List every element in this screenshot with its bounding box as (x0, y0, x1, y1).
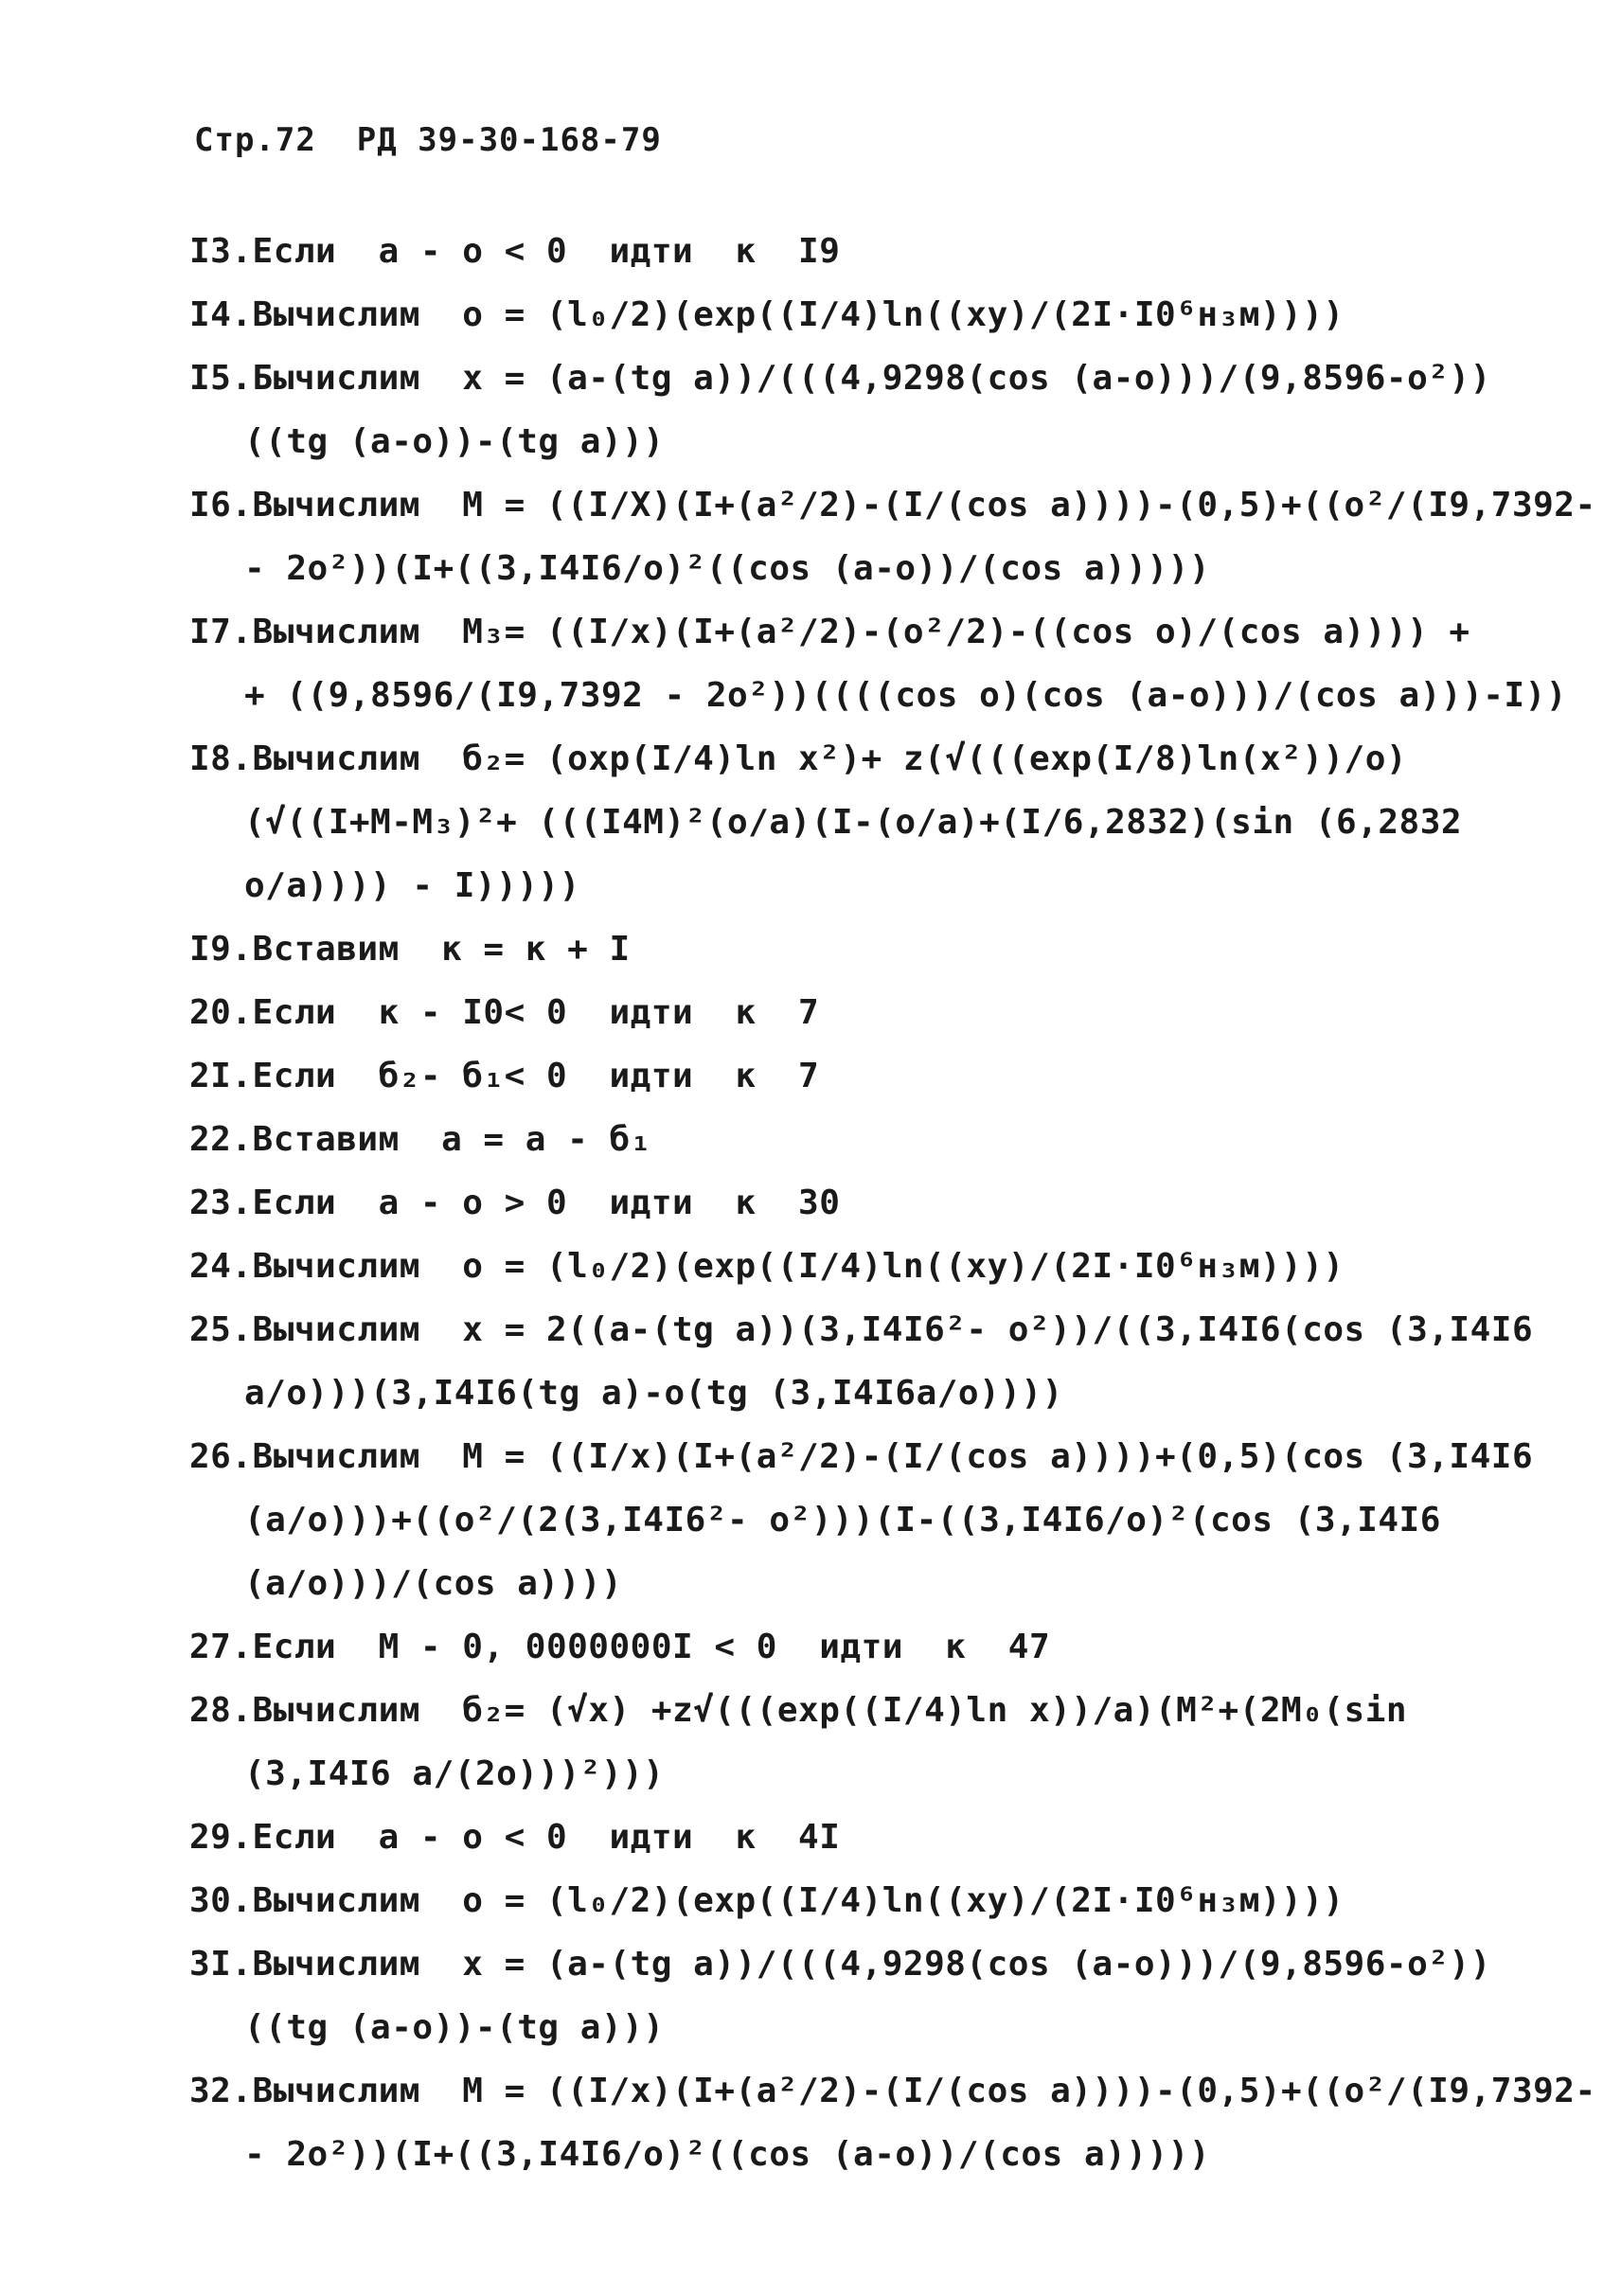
step-continuation-line: (√((I+М-М₃)²+ (((I4М)²(о/а)(I-(о/а)+(I/6,2832)(sin (6,2832 (244, 803, 1463, 842)
step-line: 32.Вычислим М = ((I/x)(I+(а²/2)-(I/(cos а))))-(0,5)+((о²/(I9,7392- (189, 2072, 1596, 2110)
step-line: 30.Вычислим о = (l₀/2)(exp((I/4)ln((xy)/(2I·I0⁶н₃м)))) (189, 1881, 1345, 1920)
step-line: 23.Если а - о > 0 идти к 30 (189, 1184, 841, 1222)
step-line: I6.Вычислим М = ((I/X)(I+(а²/2)-(I/(cos а))))-(0,5)+((о²/(I9,7392- (189, 486, 1596, 525)
step-line: 27.Если М - 0, 0000000I < 0 идти к 47 (189, 1628, 1051, 1666)
step-line: 24.Вычислим о = (l₀/2)(exp((I/4)ln((xy)/(2I·I0⁶н₃м)))) (189, 1247, 1345, 1286)
step-continuation-line: (а/о)))+((о²/(2(3,I4I6²- о²)))(I-((3,I4I6/о)²(cos (3,I4I6 (244, 1501, 1441, 1540)
algorithm-steps (189, 220, 1596, 2186)
step-continuation-line: - 2о²))(I+((3,I4I6/о)²((cos (а-о))/(cos а))))) (244, 2135, 1210, 2174)
step-line: 2I.Если б₂- б₁< 0 идти к 7 (189, 1057, 820, 1095)
step-line: I8.Вычислим б₂= (oxp(I/4)ln x²)+ z(√(((exp(I/8)ln(x²))/о) (189, 739, 1408, 778)
step-continuation-line: (а/о)))/(cos а)))) (244, 1564, 623, 1603)
step-continuation-line: (3,I4I6 а/(2о)))²))) (244, 1754, 665, 1793)
step-line: 26.Вычислим М = ((I/x)(I+(а²/2)-(I/(cos а))))+(0,5)(cos (3,I4I6 (189, 1437, 1534, 1476)
step-continuation-line: ((tg (а-о))-(tg а))) (244, 2008, 665, 2047)
step-line: 28.Вычислим б₂= (√x) +z√(((exp((I/4)ln x))/а)(М²+(2М₀(sin (189, 1691, 1408, 1730)
step-line: I7.Вычислим М₃= ((I/x)(I+(а²/2)-(о²/2)-((cos о)/(cos а)))) + (189, 613, 1470, 651)
step-line: 29.Если а - о < 0 идти к 4I (189, 1818, 841, 1857)
step-continuation-line: - 2о²))(I+((3,I4I6/о)²((cos (а-о))/(cos а))))) (244, 549, 1210, 588)
step-continuation-line: а/о)))(3,I4I6(tg а)-о(tg (3,I4I6а/о)))) (244, 1374, 1063, 1413)
step-line: I5.Бычислим x = (а-(tg а))/(((4,9298(cos (а-о)))/(9,8596-о²)) (189, 359, 1491, 398)
step-line: I4.Вычислим о = (l₀/2)(exp((I/4)ln((xy)/(2I·I0⁶н₃м)))) (189, 295, 1345, 334)
step-continuation-line: о/а)))) - I))))) (244, 866, 580, 905)
step-line: 22.Вставим а = а - б₁ (189, 1120, 651, 1159)
step-line: 25.Вычислим x = 2((а-(tg а))(3,I4I6²- о²))/((3,I4I6(cos (3,I4I6 (189, 1310, 1534, 1349)
step-continuation-line: + ((9,8596/(I9,7392 - 2о²))((((cos о)(cos (а-о)))/(cos а)))-I)) (244, 676, 1567, 715)
step-line: 20.Если к - I0< 0 идти к 7 (189, 993, 820, 1032)
step-continuation-line: ((tg (а-о))-(tg а))) (244, 422, 665, 461)
step-line: 3I.Вычислим x = (а-(tg а))/(((4,9298(cos (а-о)))/(9,8596-о²)) (189, 1945, 1491, 1984)
step-line: I3.Если а - о < 0 идти к I9 (189, 232, 841, 271)
step-line: I9.Вставим к = к + I (189, 930, 631, 969)
page-header: Стр.72 РД 39-30-168-79 (194, 121, 662, 159)
